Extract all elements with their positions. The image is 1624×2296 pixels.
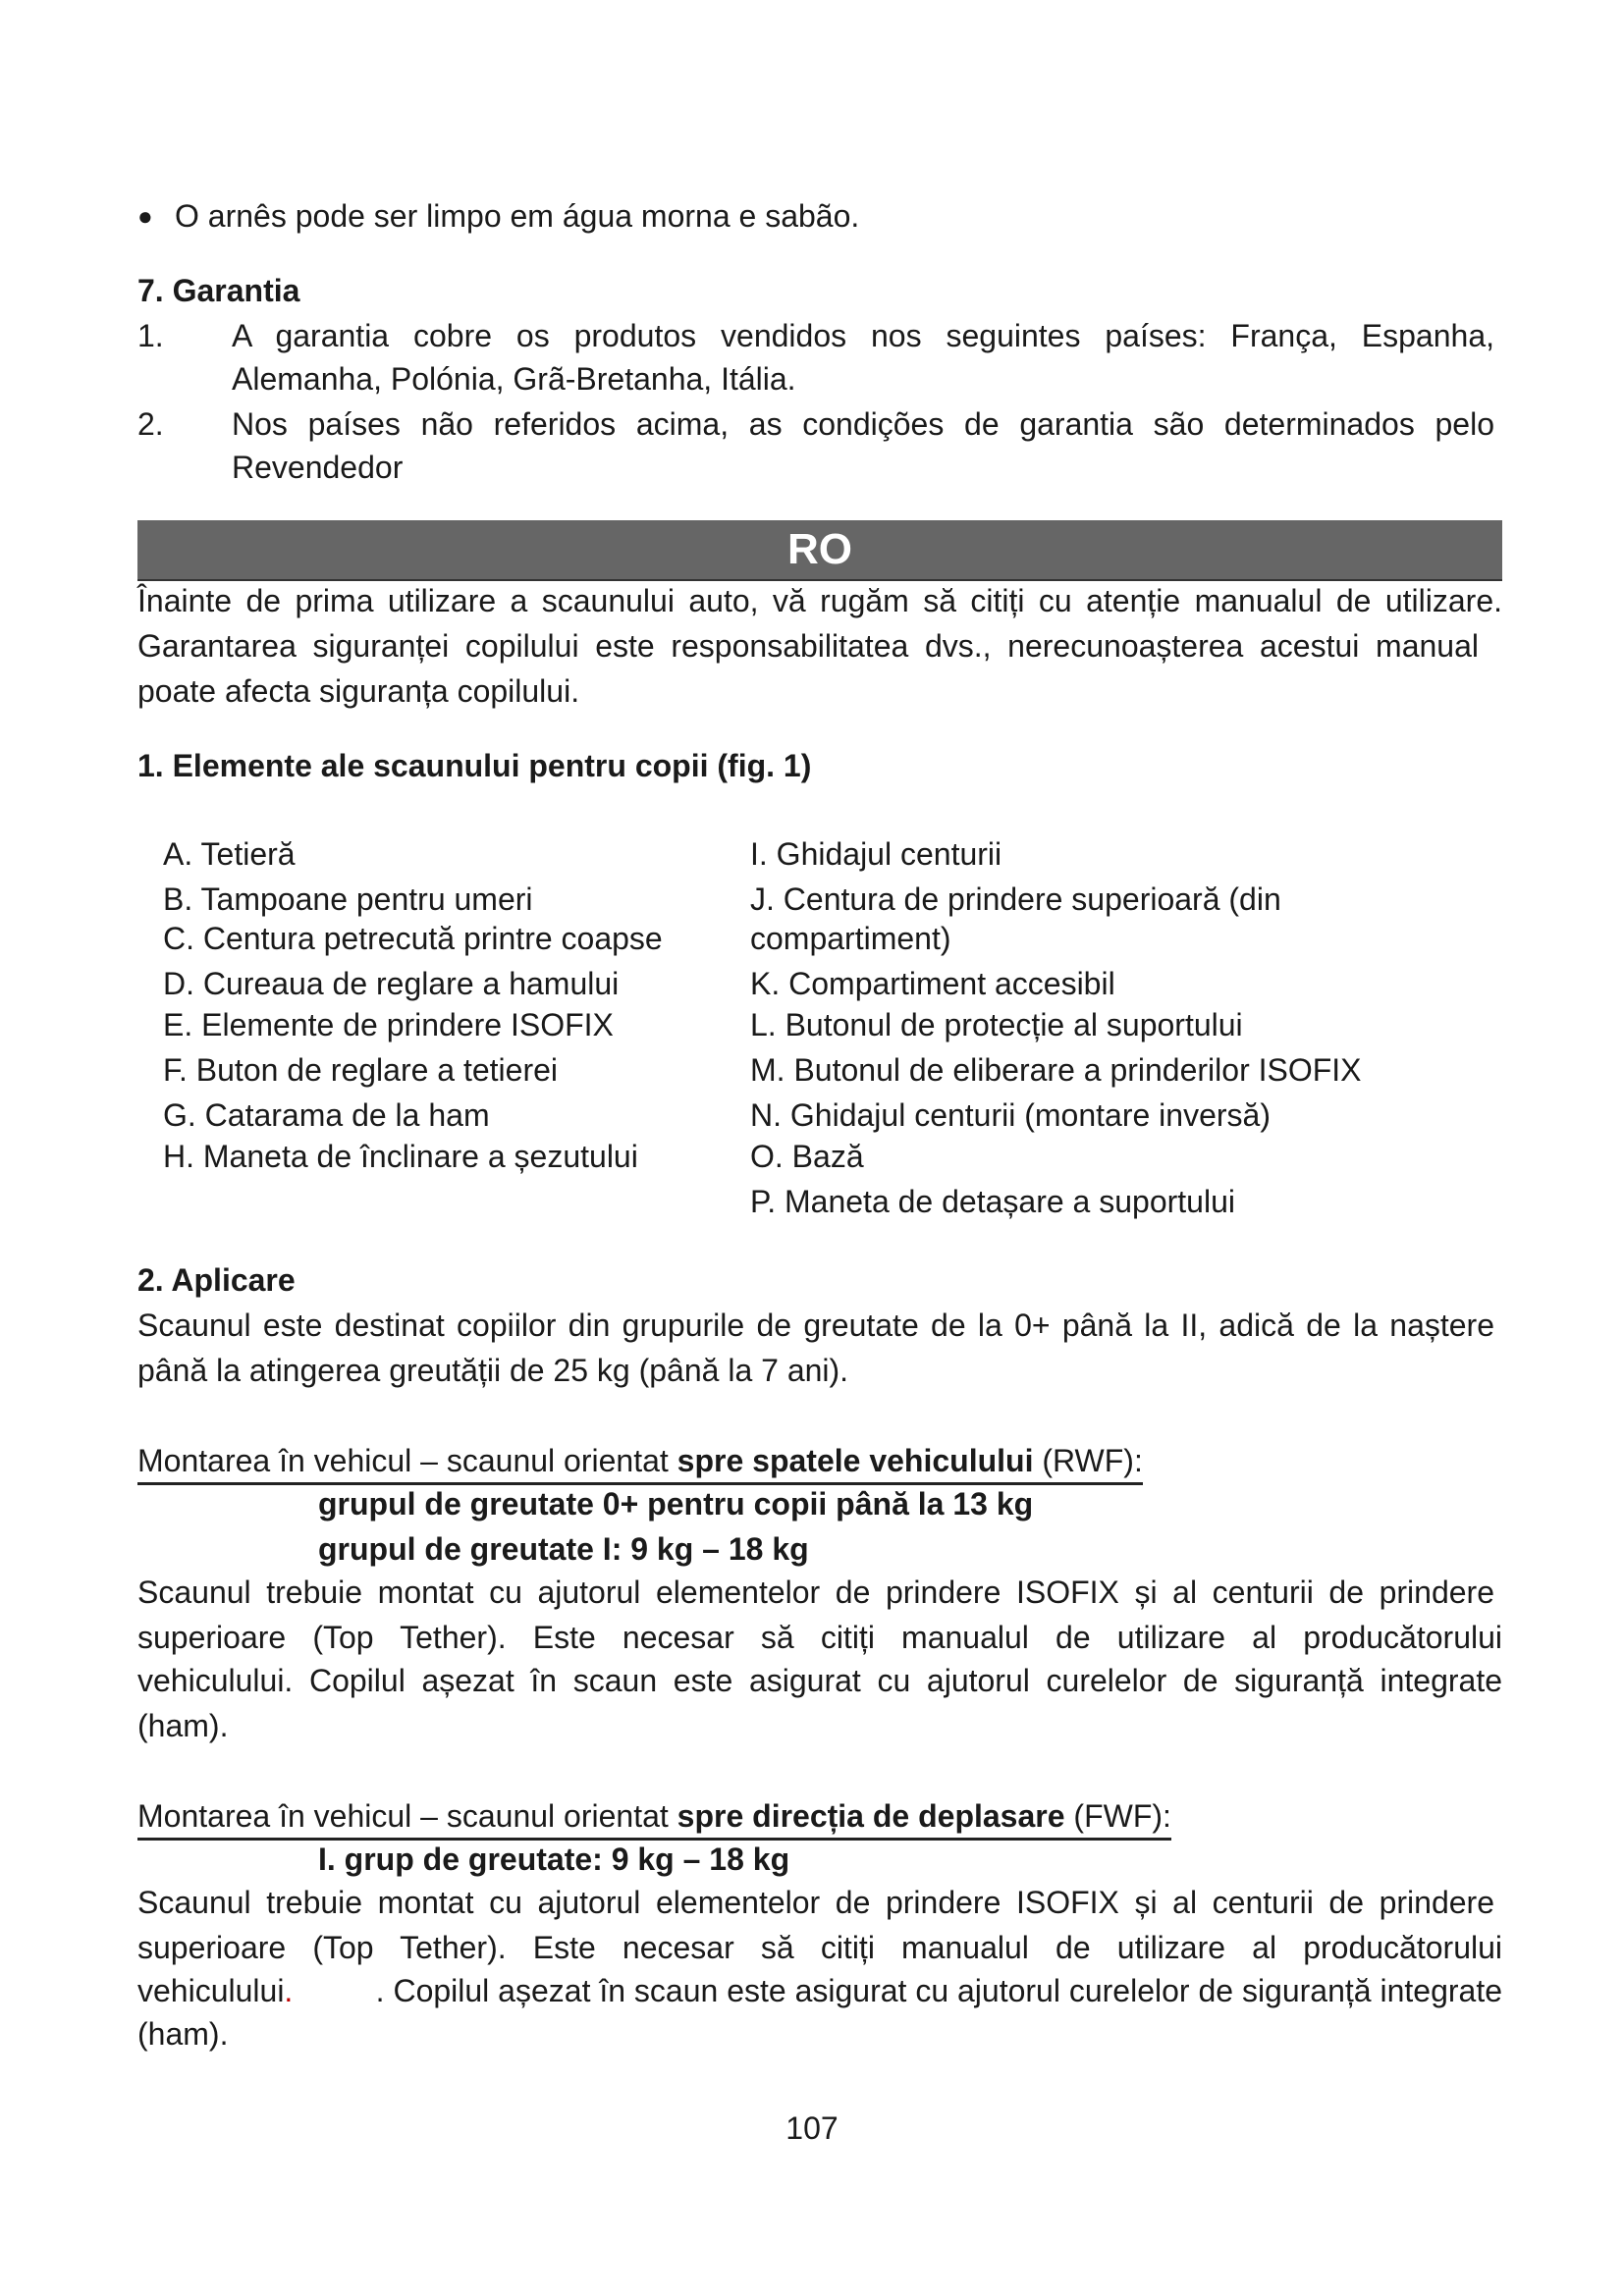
- rwf-text-line-1: Scaunul trebuie montat cu ajutorul elementelor de prindere ISOFIX și al centurii de prindere: [137, 1575, 1494, 1610]
- warranty-item-2-line-2: Revendedor: [232, 450, 404, 485]
- fwf-group-1: I. grup de greutate: 9 kg – 18 kg: [318, 1842, 790, 1877]
- fwf-heading: [137, 1796, 1171, 1841]
- warranty-item-1-line-2: Alemanha, Polónia, Grã-Bretanha, Itália.: [232, 361, 796, 397]
- warranty-item-1-number: 1.: [137, 318, 164, 353]
- element-item: D. Cureaua de reglare a hamului: [163, 966, 620, 1001]
- rwf-heading-post: (RWF):: [1033, 1443, 1143, 1478]
- warranty-item-2-number: 2.: [137, 406, 164, 442]
- intro-line-1: Înainte de prima utilizare a scaunului auto, vă rugăm să citiți cu atenție manualul de utilizare.: [137, 583, 1502, 618]
- element-item: P. Maneta de detașare a suportului: [750, 1184, 1235, 1219]
- element-item: I. Ghidajul centurii: [750, 836, 1002, 872]
- element-item: J. Centura de prindere superioară (din: [750, 881, 1281, 917]
- element-item: N. Ghidajul centurii (montare inversă): [750, 1097, 1271, 1133]
- fwf-text-line-4: (ham).: [137, 2016, 229, 2052]
- element-item: O. Bază: [750, 1139, 864, 1174]
- section-2-line-1: Scaunul este destinat copiilor din grupurile de greutate de la 0+ până la II, adică de la naștere: [137, 1308, 1494, 1343]
- section-1-title: 1. Elemente ale scaunului pentru copii (fig. 1): [137, 748, 812, 783]
- fwf-text-line-3-start: vehiculului: [137, 1973, 285, 2008]
- warranty-item-1-line-1: A garantia cobre os produtos vendidos nos seguintes países: França, Espanha,: [232, 318, 1494, 353]
- rwf-group-1: grupul de greutate 0+ pentru copii până la 13 kg: [318, 1486, 1034, 1522]
- rwf-group-2: grupul de greutate I: 9 kg – 18 kg: [318, 1531, 809, 1567]
- language-banner-label: RO: [787, 525, 852, 573]
- fwf-heading-pre: Montarea în vehicul – scaunul orientat: [137, 1798, 677, 1834]
- page-number: 107: [785, 2110, 839, 2146]
- element-item: H. Maneta de înclinare a șezutului: [163, 1139, 638, 1174]
- section-2-title: 2. Aplicare: [137, 1262, 296, 1298]
- section-7-title: 7. Garantia: [137, 273, 300, 308]
- rwf-heading-pre: Montarea în vehicul – scaunul orientat: [137, 1443, 677, 1478]
- element-item: G. Catarama de la ham: [163, 1097, 490, 1133]
- rwf-text-line-2: superioare (Top Tether). Este necesar să citiți manualul de utilizare al producătorului: [137, 1620, 1502, 1655]
- fwf-heading-post: (FWF):: [1064, 1798, 1171, 1834]
- element-item: E. Elemente de prindere ISOFIX: [163, 1007, 614, 1042]
- rwf-text-line-3: vehiculului. Copilul așezat în scaun este asigurat cu ajutorul curelelor de siguranță integrate: [137, 1663, 1502, 1698]
- bullet-text: O arnês pode ser limpo em água morna e sabão.: [175, 198, 860, 234]
- elements-right-column: [750, 834, 1362, 1221]
- rwf-text-line-4: (ham).: [137, 1708, 229, 1743]
- element-item: M. Butonul de eliberare a prinderilor ISOFIX: [750, 1052, 1362, 1088]
- fwf-text-line-2: superioare (Top Tether). Este necesar să citiți manualul de utilizare al producătorului: [137, 1930, 1502, 1965]
- intro-line-3: poate afecta siguranța copilului.: [137, 673, 580, 709]
- fwf-text-line-3: vehiculului. . Copilul așezat în scaun este asigurat cu ajutorul curelelor de siguranță integrate: [137, 1973, 1502, 2008]
- elements-left-column: [163, 834, 663, 1176]
- warranty-item-2-line-1: Nos países não referidos acima, as condições de garantia são determinados pelo: [232, 406, 1494, 442]
- language-banner: [137, 520, 1502, 581]
- element-item: B. Tampoane pentru umeri: [163, 881, 533, 917]
- intro-line-2: Garantarea siguranței copilului este responsabilitatea dvs., nerecunoașterea acestui manual: [137, 628, 1479, 664]
- fwf-heading-bold: spre direcția de deplasare: [677, 1798, 1065, 1834]
- rwf-heading: [137, 1441, 1143, 1485]
- element-item: K. Compartiment accesibil: [750, 966, 1115, 1001]
- element-item: L. Butonul de protecție al suportului: [750, 1007, 1243, 1042]
- rwf-heading-bold: spre spatele vehiculului: [677, 1443, 1034, 1478]
- element-item: compartiment): [750, 921, 951, 956]
- element-item: F. Buton de reglare a tetierei: [163, 1052, 559, 1088]
- element-item: C. Centura petrecută printre coapse: [163, 921, 663, 956]
- fwf-text-line-1: Scaunul trebuie montat cu ajutorul elementelor de prindere ISOFIX și al centurii de prindere: [137, 1885, 1494, 1920]
- bullet-icon: ●: [137, 201, 153, 231]
- element-item: A. Tetieră: [163, 836, 296, 872]
- section-2-line-2: până la atingerea greutății de 25 kg (până la 7 ani).: [137, 1353, 849, 1388]
- fwf-text-line-3-rest: . Copilul așezat în scaun este asigurat cu ajutorul curelelor de siguranță integrate: [375, 1973, 1502, 2008]
